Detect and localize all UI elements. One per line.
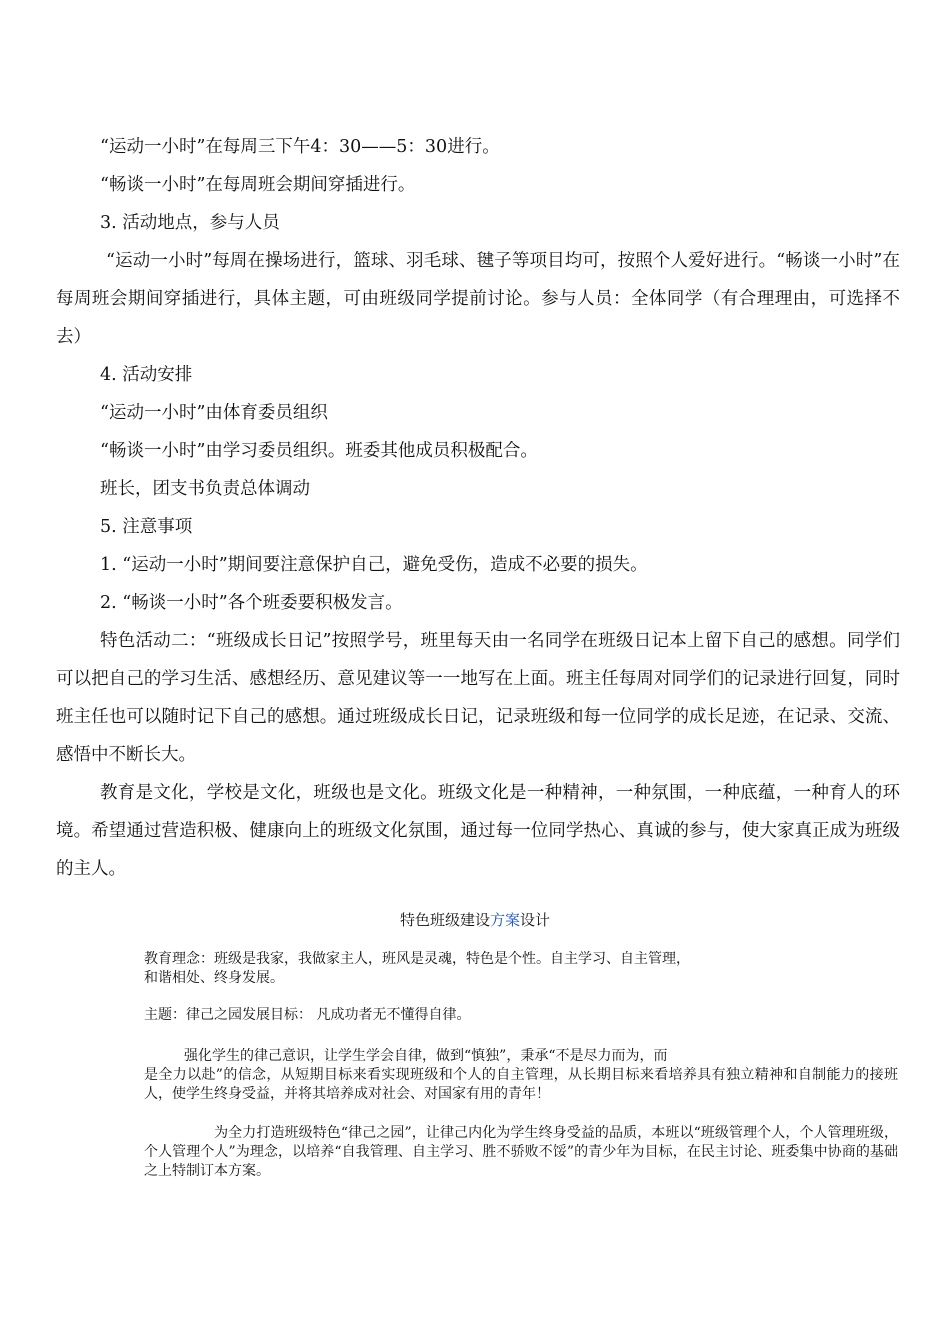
philosophy-line-1: 教育理念：班级是我家，我做家主人，班风是灵魂，特色是个性。自主学习、自主管理， <box>144 951 690 967</box>
plan-title <box>0 908 950 932</box>
plan-title-part1: 特色班级建设 <box>399 911 490 929</box>
location-paragraph: “运动一小时”每周在操场进行，篮球、羽毛球、毽子等项目均可，按照个人爱好进行。“畅谈一小时”在每周班会期间穿插进行，具体主题，可由班级同学提前讨论。参与人员：全体同学（有合理理由，可选择不去） <box>56 251 900 347</box>
plan-title-highlight: 方案 <box>489 911 520 929</box>
plan-design-section <box>144 950 898 1201</box>
activity-two-paragraph: 特色活动二：“班级成长日记”按照学号，班里每天由一名同学在班级日记本上留下自己的感想。同学们可以把自己的学习生活、感想经历、意见建议等一一地写在上面。班主任每周对同学们的记录进行回复，同时班主任也可以随时记下自己的感想。通过班级成长日记，记录班级和每一位同学的成长足迹，在记录、交流、感悟中不断长大。 <box>56 631 900 765</box>
arrangement-heading: 4. 活动安排 <box>100 365 193 385</box>
arrangement-line-1: “运动一小时”由体育委员组织 <box>100 403 328 423</box>
goal-rest: 是全力以赴”的信念，从短期目标来看实现班级和个人的自主管理，从长期目标来看培养具有独立精神和自制能力的接班人，使学生终身受益，并将其培养成对社会、对国家有用的青年！ <box>144 1067 898 1102</box>
philosophy-paragraph <box>144 950 898 988</box>
plan-title-part2: 设计 <box>520 911 551 929</box>
note-item-2: 2. “畅谈一小时”各个班委要积极发言。 <box>100 593 403 613</box>
plan-paragraph <box>144 1124 898 1181</box>
note-item-1: 1. “运动一小时”期间要注意保护自己，避免受伤，造成不必要的损失。 <box>100 555 648 575</box>
chat-time-line: “畅谈一小时”在每周班会期间穿插进行。 <box>100 175 416 195</box>
theme-line: 主题：律己之园发展目标： 凡成功者无不懂得自律。 <box>144 1007 471 1023</box>
exercise-time-line: “运动一小时”在每周三下午4：30——5：30进行。 <box>100 137 500 157</box>
location-heading: 3. 活动地点，参与人员 <box>100 213 280 233</box>
goal-line-1: 强化学生的律己意识，让学生学会自律，做到“慎独”，秉承“不是尽力而为，而 <box>184 1048 668 1064</box>
goal-paragraph <box>144 1047 898 1104</box>
philosophy-line-2: 和谐相处、终身发展。 <box>144 970 284 986</box>
activity-plan-section <box>56 128 900 888</box>
notes-heading: 5. 注意事项 <box>100 517 193 537</box>
culture-paragraph: 教育是文化，学校是文化，班级也是文化。班级文化是一种精神，一种氛围，一种底蕴，一种育人的环境。希望通过营造积极、健康向上的班级文化氛围，通过每一位同学热心、真诚的参与，使大家真正成为班级的主人。 <box>56 783 900 879</box>
arrangement-line-2: “畅谈一小时”由学习委员组织。班委其他成员积极配合。 <box>100 441 538 461</box>
arrangement-line-3: 班长，团支书负责总体调动 <box>100 479 310 499</box>
plan-text: 为全力打造班级特色“律己之园”，让律己内化为学生终身受益的品质，本班以“班级管理个人，个人管理班级，个人管理个人”为理念，以培养“自我管理、自主学习、胜不骄败不馁”的青少年为目标，在民主讨论、班委集中协商的基础之上特制订本方案。 <box>144 1125 898 1179</box>
